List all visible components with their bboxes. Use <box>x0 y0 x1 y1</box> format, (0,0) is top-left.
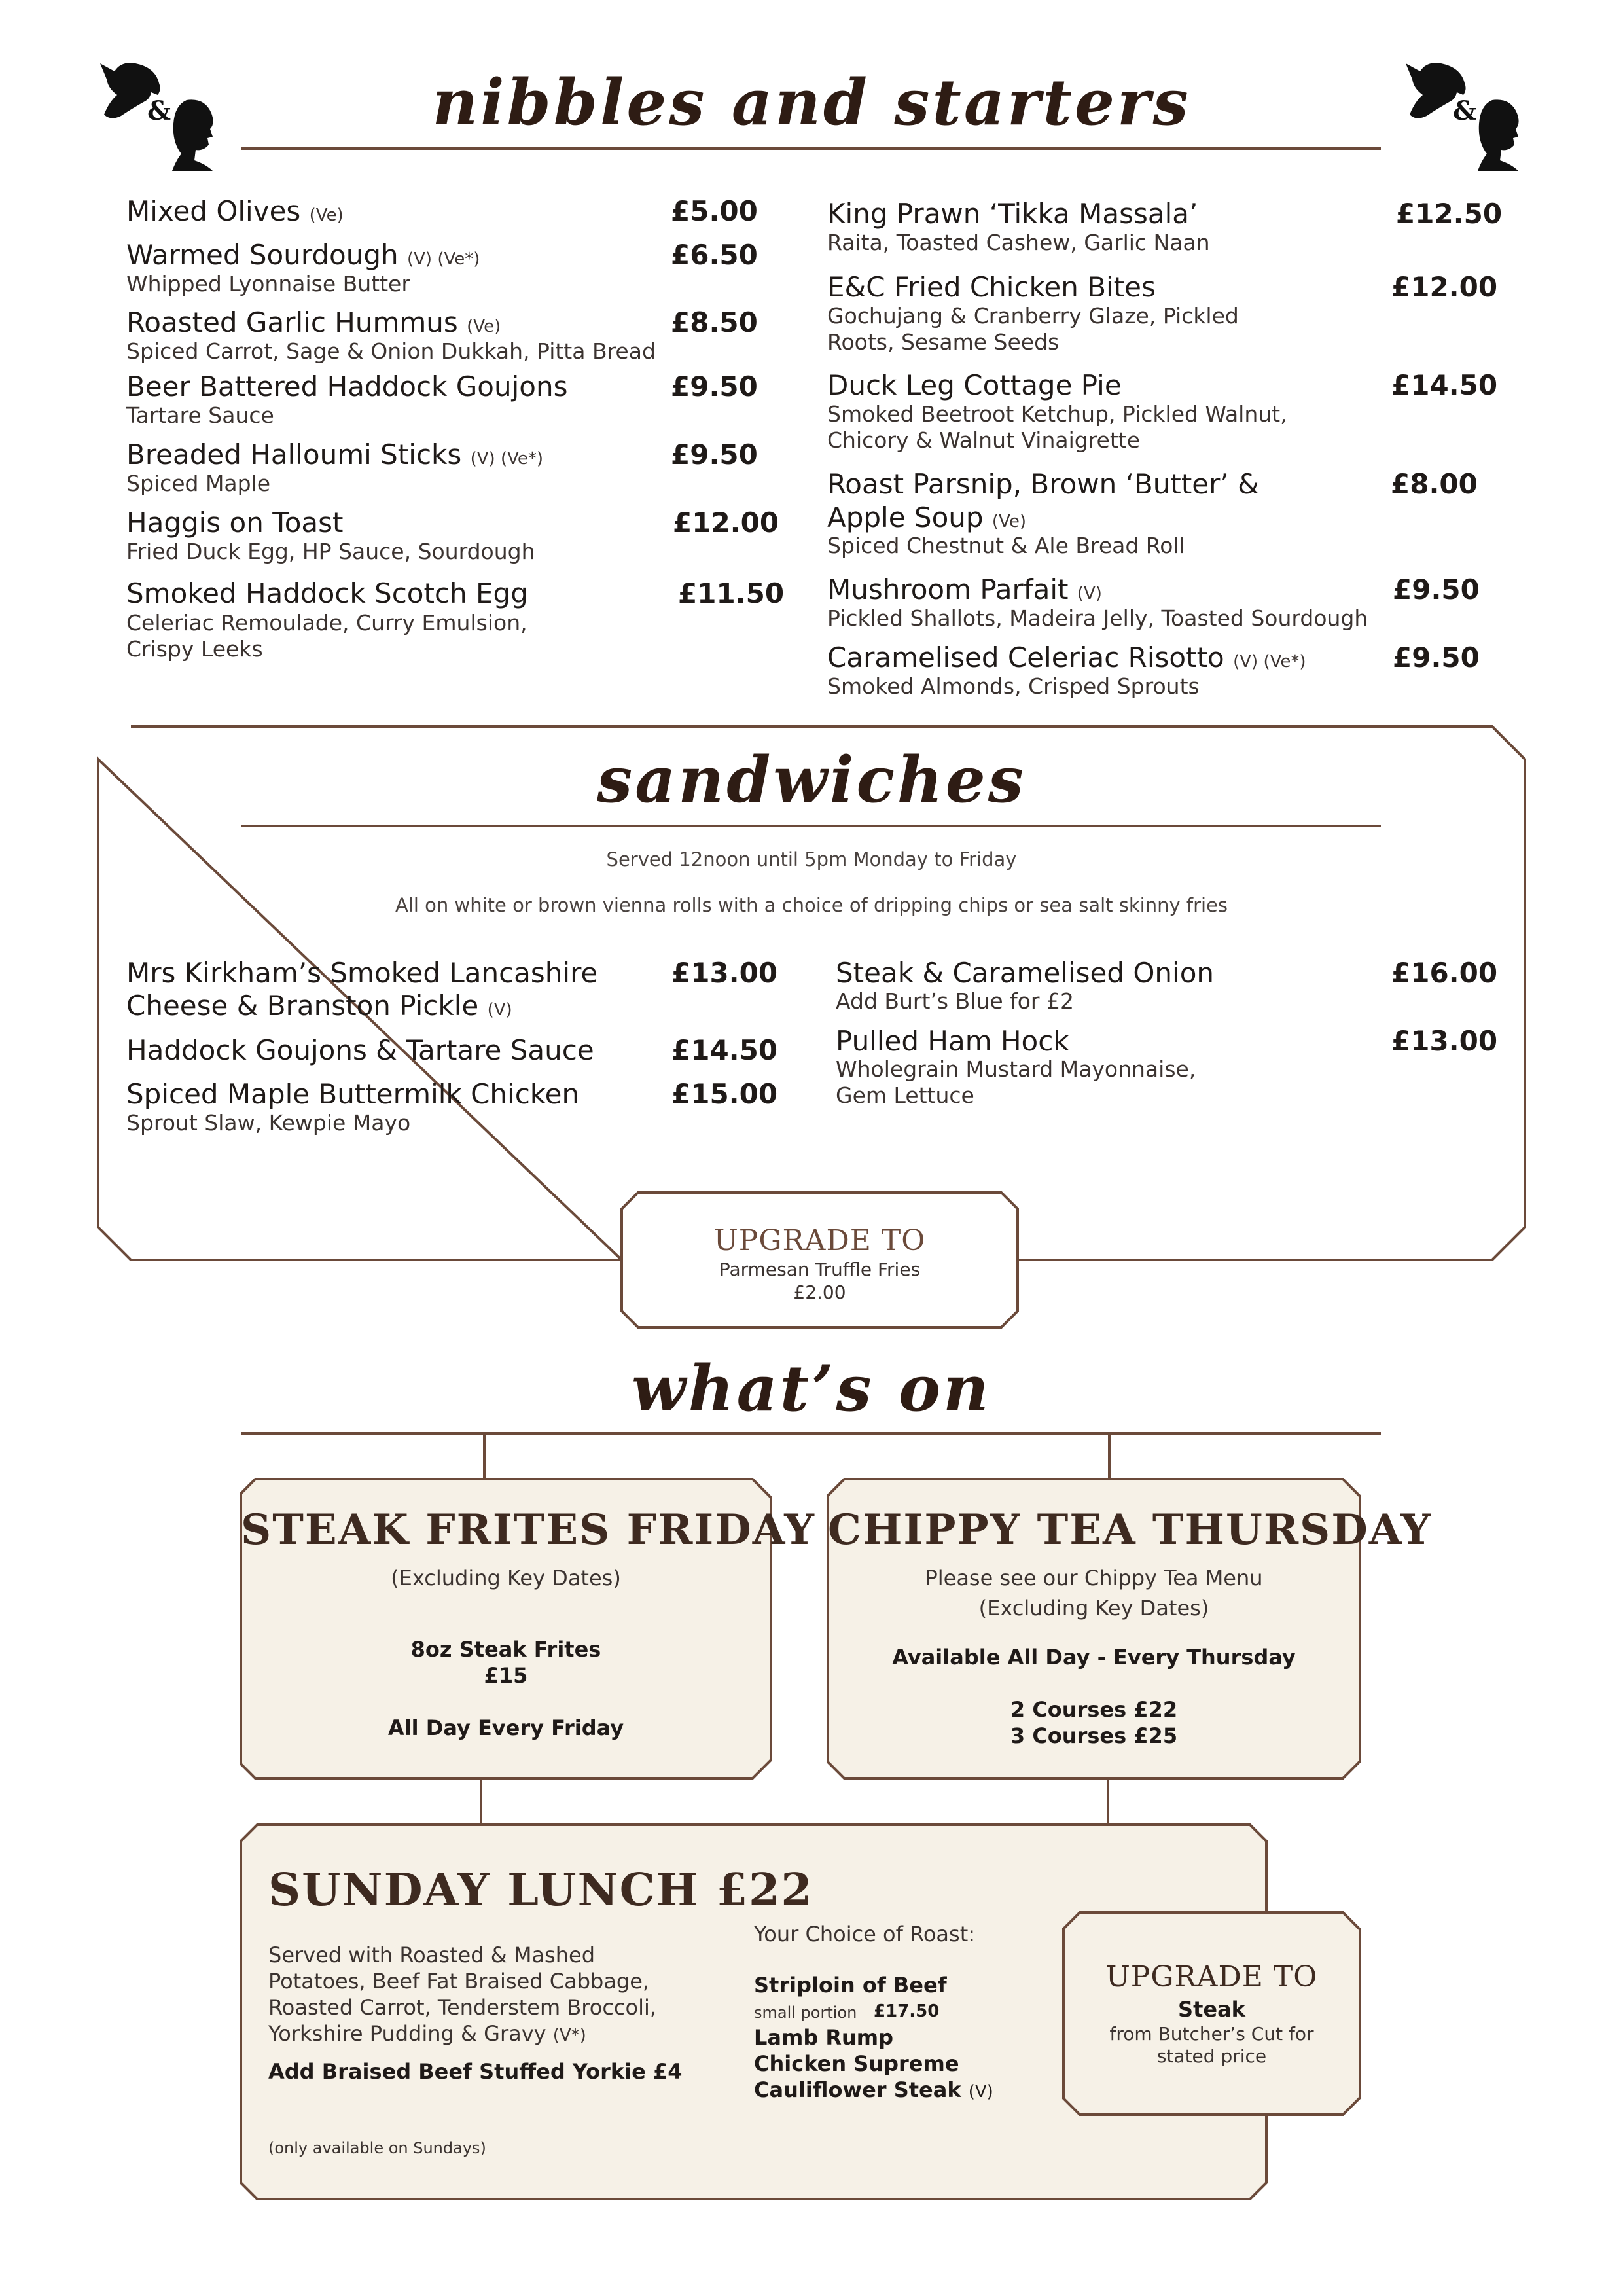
menu-item-desc: Crispy Leeks <box>126 636 263 662</box>
menu-item-desc: Whipped Lyonnaise Butter <box>126 271 410 296</box>
small-portion-price: £17.50 <box>874 2001 940 2021</box>
steak-frites-sub: (Excluding Key Dates) <box>391 1566 621 1590</box>
menu-item-desc: Chicory & Walnut Vinaigrette <box>827 427 1141 453</box>
sandwiches-heading: sandwiches <box>597 743 1026 817</box>
menu-item-desc: Celeriac Remoulade, Curry Emulsion, <box>126 610 527 636</box>
menu-item-name: Roast Parsnip, Brown ‘Butter’ & <box>827 468 1259 500</box>
menu-item-price: £14.50 <box>1391 369 1498 401</box>
whats-on-heading: what’s on <box>632 1352 991 1426</box>
menu-item-price: £6.50 <box>671 239 758 271</box>
menu-item-price: £9.50 <box>671 439 758 471</box>
menu-item-price: £5.00 <box>671 195 758 227</box>
menu-item-price: £12.00 <box>1391 271 1498 303</box>
roast-striploin: Striploin of Beef <box>754 1973 947 1998</box>
menu-item-price: £12.00 <box>673 507 779 539</box>
menu-item-desc: Add Burt’s Blue for £2 <box>836 988 1074 1014</box>
sunday-note: (only available on Sundays) <box>268 2139 486 2157</box>
menu-item-price: £9.50 <box>1393 641 1480 673</box>
menu-item-name-cont: Cheese & Branston Pickle (V) <box>126 990 512 1022</box>
upgrade-item: Parmesan Truffle Fries <box>719 1259 921 1280</box>
menu-item-desc: Roots, Sesame Seeds <box>827 329 1060 355</box>
menu-item-desc: Spiced Carrot, Sage & Onion Dukkah, Pitta Bread <box>126 338 656 364</box>
menu-item-desc: Smoked Almonds, Crisped Sprouts <box>827 673 1200 699</box>
menu-item-name: Mushroom Parfait (V) <box>827 573 1102 605</box>
menu-item-desc: Smoked Beetroot Ketchup, Pickled Walnut, <box>827 401 1287 427</box>
steak-frites-line1: 8oz Steak Frites <box>410 1637 601 1662</box>
menu-item-price: £9.50 <box>1393 573 1480 605</box>
upgrade-item: Steak <box>1178 1997 1245 2022</box>
menu-item-name: Beer Battered Haddock Goujons <box>126 370 568 403</box>
menu-item-desc: Spiced Maple <box>126 471 271 496</box>
chippy-tea-title: CHIPPY TEA THURSDAY <box>828 1505 1432 1554</box>
upgrade-title: UPGRADE TO <box>713 1224 926 1257</box>
sunday-desc-line: Served with Roasted & Mashed <box>268 1943 595 1967</box>
sunday-add-yorkie: Add Braised Beef Stuffed Yorkie £4 <box>268 2059 683 2084</box>
menu-item-price: £8.50 <box>671 306 758 338</box>
menu-item-price: £9.50 <box>671 370 758 403</box>
menu-item-name: E&C Fried Chicken Bites <box>827 271 1156 303</box>
menu-item-desc: Gem Lettuce <box>836 1083 974 1108</box>
steak-frites-price: £15 <box>484 1663 528 1688</box>
menu-item-name: Duck Leg Cottage Pie <box>827 369 1122 401</box>
roast-cauliflower: Cauliflower Steak (V) <box>754 2077 993 2102</box>
menu-item-name: Caramelised Celeriac Risotto (V) (Ve*) <box>827 641 1306 673</box>
menu-item-desc: Fried Duck Egg, HP Sauce, Sourdough <box>126 539 535 564</box>
menu-item-name: King Prawn ‘Tikka Massala’ <box>827 198 1198 230</box>
menu-item-price: £12.50 <box>1396 198 1503 230</box>
sandwiches-serving-note: Served 12noon until 5pm Monday to Friday <box>606 848 1017 870</box>
menu-item-name: Mixed Olives (Ve) <box>126 195 344 227</box>
whats-on-rule <box>241 1432 1381 1435</box>
menu-item-price: £13.00 <box>671 957 778 989</box>
small-portion-label: small portion <box>754 2003 857 2022</box>
menu-item-desc: Gochujang & Cranberry Glaze, Pickled <box>827 303 1239 329</box>
menu-item-name: Smoked Haddock Scotch Egg <box>126 577 528 609</box>
sandwiches-roll-note: All on white or brown vienna rolls with a choice of dripping chips or sea salt skinny fries <box>395 894 1228 916</box>
menu-item-name: Breaded Halloumi Sticks (V) (Ve*) <box>126 439 543 471</box>
chippy-tea-line1: Available All Day - Every Thursday <box>892 1645 1296 1670</box>
menu-item-name: Haggis on Toast <box>126 507 344 539</box>
upgrade-line1: from Butcher’s Cut for <box>1109 2023 1314 2045</box>
sunday-desc-line: Yorkshire Pudding & Gravy (V*) <box>268 2021 586 2046</box>
menu-item-name: Mrs Kirkham’s Smoked Lancashire <box>126 957 598 989</box>
menu-item-desc: Raita, Toasted Cashew, Garlic Naan <box>827 230 1210 255</box>
menu-item-price: £13.00 <box>1391 1025 1498 1057</box>
menu-item-desc: Pickled Shallots, Madeira Jelly, Toasted Sourdough <box>827 605 1368 631</box>
menu-item-desc: Wholegrain Mustard Mayonnaise, <box>836 1056 1196 1082</box>
menu-item-desc: Tartare Sauce <box>126 403 274 428</box>
chippy-tea-sub2: (Excluding Key Dates) <box>978 1596 1209 1621</box>
upgrade-price: £2.00 <box>793 1282 846 1303</box>
menu-item-name: Roasted Garlic Hummus (Ve) <box>126 306 501 338</box>
sunday-choice-label: Your Choice of Roast: <box>754 1922 976 1946</box>
menu-item-desc: Sprout Slaw, Kewpie Mayo <box>126 1110 411 1136</box>
menu-item-name: Haddock Goujons & Tartare Sauce <box>126 1034 594 1066</box>
menu-item-price: £8.00 <box>1391 468 1478 500</box>
menu-item-price: £16.00 <box>1391 957 1498 989</box>
logo-ampersand-right: & <box>1453 96 1477 126</box>
menu-item-price: £15.00 <box>671 1078 778 1110</box>
chippy-tea-sub1: Please see our Chippy Tea Menu <box>925 1566 1263 1590</box>
nibbles-rule <box>241 147 1381 150</box>
menu-item-price: £11.50 <box>678 577 785 609</box>
chippy-tea-line3: 3 Courses £25 <box>1010 1723 1178 1748</box>
sunday-desc-line: Potatoes, Beef Fat Braised Cabbage, <box>268 1969 650 1994</box>
menu-item-name: Spiced Maple Buttermilk Chicken <box>126 1078 580 1110</box>
menu-item-name: Pulled Ham Hock <box>836 1025 1069 1057</box>
steak-frites-line3: All Day Every Friday <box>387 1715 624 1740</box>
upgrade-line2: stated price <box>1156 2045 1267 2067</box>
menu-item-name: Steak & Caramelised Onion <box>836 957 1215 989</box>
menu-item-desc: Spiced Chestnut & Ale Bread Roll <box>827 533 1185 558</box>
sandwiches-rule <box>241 825 1381 827</box>
sunday-desc-line: Roasted Carrot, Tenderstem Broccoli, <box>268 1995 657 2020</box>
upgrade-title: UPGRADE TO <box>1105 1960 1318 1994</box>
menu-item-name: Warmed Sourdough (V) (Ve*) <box>126 239 480 271</box>
nibbles-heading: nibbles and starters <box>432 65 1191 139</box>
menu-item-name-cont: Apple Soup (Ve) <box>827 501 1026 533</box>
menu-item-price: £14.50 <box>671 1034 778 1066</box>
roast-chicken: Chicken Supreme <box>754 2051 959 2076</box>
sunday-lunch-title: SUNDAY LUNCH £22 <box>268 1864 813 1916</box>
roast-lamb: Lamb Rump <box>754 2025 894 2050</box>
chippy-tea-line2: 2 Courses £22 <box>1010 1697 1178 1722</box>
logo-ampersand: & <box>147 96 171 126</box>
steak-frites-title: STEAK FRITES FRIDAY <box>241 1505 815 1554</box>
